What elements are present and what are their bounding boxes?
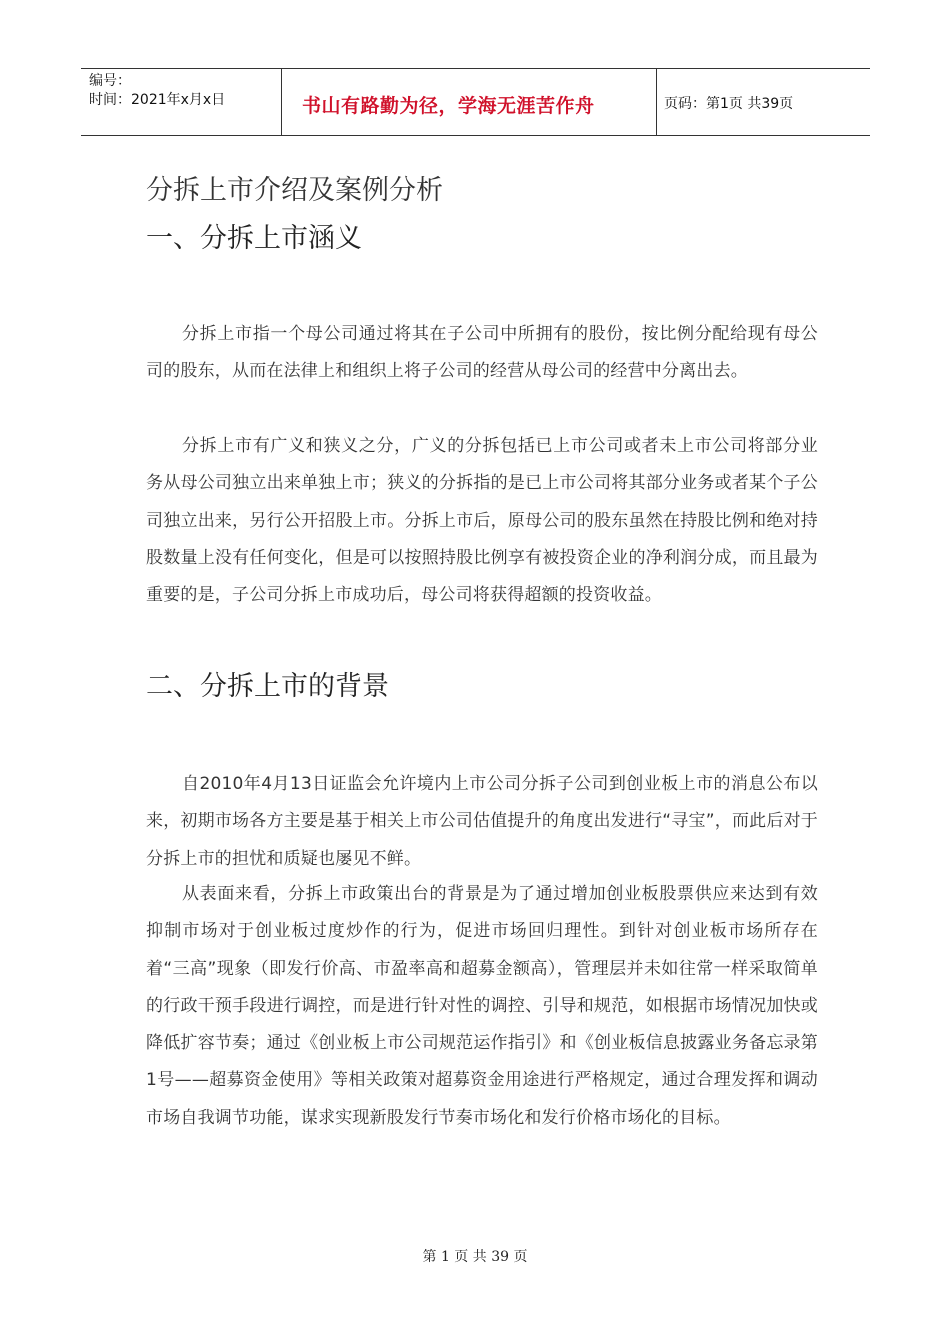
header-page-info: 页码：第1页 共39页: [664, 96, 794, 112]
page-footer: 第 1 页 共 39 页: [422, 1249, 528, 1265]
document-title: 分拆上市介绍及案例分析: [146, 175, 443, 206]
paragraph: 分拆上市有广义和狭义之分，广义的分拆包括已上市公司或者未上市公司将部分业务从母公司独立出来单独上市；狭义的分拆指的是已上市公司将其部分业务或者某个子公司独立出来，另行公开招股上市。分拆上市后，原母公司的股东虽然在持股比例和绝对持股数量上没有任何变化，但是可以按照持股比例享有被投资企业的净利润分成，而且最为重要的是，子公司分拆上市成功后，母公司将获得超额的投资收益。: [146, 436, 818, 606]
paragraph: 分拆上市指一个母公司通过将其在子公司中所拥有的股份，按比例分配给现有母公司的股东，从而在法律上和组织上将子公司的经营从母公司的经营中分离出去。: [146, 324, 818, 382]
serial-number-label: 编号：: [89, 73, 131, 89]
section-heading-2: 二、分拆上市的背景: [146, 671, 389, 702]
paragraph: 从表面来看，分拆上市政策出台的背景是为了通过增加创业板股票供应来达到有效抑制市场对于创业板过度炒作的行为，促进市场回归理性。到针对创业板市场所存在着“三高”现象（即发行价高、市盈率高和超募金额高），管理层并未如往常一样采取简单的行政干预手段进行调控，而是进行针对性的调控、引导和规范，如根据市场情况加快或降低扩容节奏；通过《创业板上市公司规范运作指引》和《创业板信息披露业务备忘录第1号——超募资金使用》等相关政策对超募资金用途进行严格规定，通过合理发挥和调动市场自我调节功能，谋求实现新股发行节奏市场化和发行价格市场化的目标。: [146, 884, 818, 1128]
date-label: 时间：2021年x月x日: [89, 92, 226, 108]
document-header: [81, 68, 870, 136]
section-heading-1: 一、分拆上市涵义: [146, 223, 362, 254]
header-motto: 书山有路勤为径，学海无涯苦作舟: [282, 69, 657, 135]
header-meta: [81, 69, 282, 135]
paragraph: 自2010年4月13日证监会允许境内上市公司分拆子公司到创业板上市的消息公布以来，初期市场各方主要是基于相关上市公司估值提升的角度出发进行“寻宝”，而此后对于分拆上市的担忧和质疑也屡见不鲜。: [146, 774, 818, 869]
